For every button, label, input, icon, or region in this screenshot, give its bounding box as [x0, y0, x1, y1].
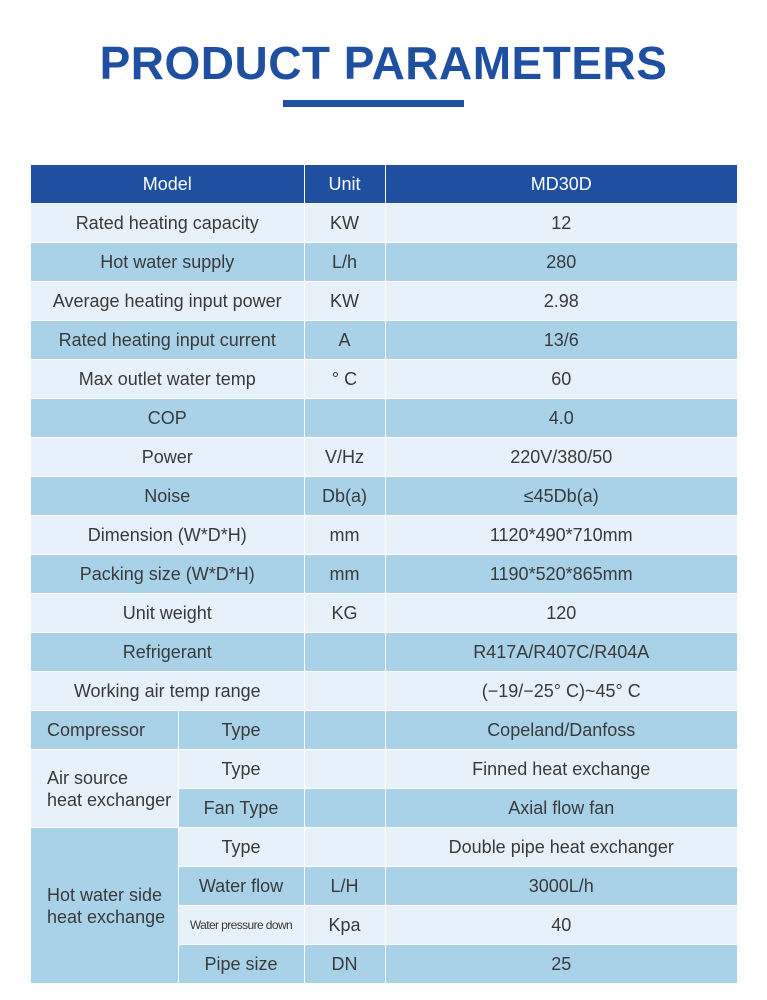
row-value: ≤45Db(a): [385, 477, 737, 516]
row-unit: [304, 399, 385, 438]
row-unit: [304, 711, 385, 750]
row-sub-label: Type: [178, 828, 304, 867]
row-label: Dimension (W*D*H): [31, 516, 304, 555]
table-row: [31, 555, 737, 594]
row-value: 3000L/h: [385, 867, 737, 906]
row-value: 12: [385, 204, 737, 243]
row-unit: Db(a): [304, 477, 385, 516]
table-row: [31, 516, 737, 555]
row-label: Noise: [31, 477, 304, 516]
row-unit: [304, 750, 385, 789]
row-unit: [304, 672, 385, 711]
table-row: [31, 633, 737, 672]
row-unit: KW: [304, 282, 385, 321]
table-row: [31, 204, 737, 243]
parameters-table: [31, 165, 737, 984]
row-value: (−19/−25° C)~45° C: [385, 672, 737, 711]
table-header-row: [31, 165, 737, 204]
row-value: Copeland/Danfoss: [385, 711, 737, 750]
table-row: [31, 672, 737, 711]
row-unit: L/h: [304, 243, 385, 282]
hot-water-side-group-label: [31, 828, 178, 984]
table-row: [31, 750, 737, 789]
row-label: Average heating input power: [31, 282, 304, 321]
row-sub-label: Water pressure down: [178, 906, 304, 945]
row-unit: [304, 828, 385, 867]
row-value: 40: [385, 906, 737, 945]
row-label: Hot water supply: [31, 243, 304, 282]
row-label: Rated heating input current: [31, 321, 304, 360]
air-source-line1: Air source: [47, 767, 129, 788]
row-unit: mm: [304, 555, 385, 594]
row-label: Refrigerant: [31, 633, 304, 672]
air-source-group-label: [31, 750, 178, 828]
row-sub-label: Type: [178, 750, 304, 789]
row-value: Double pipe heat exchanger: [385, 828, 737, 867]
row-unit: mm: [304, 516, 385, 555]
header-unit: Unit: [304, 165, 385, 204]
table-row: [31, 360, 737, 399]
row-unit: Kpa: [304, 906, 385, 945]
row-unit: KG: [304, 594, 385, 633]
row-value: 120: [385, 594, 737, 633]
table-row: [31, 282, 737, 321]
table-row: [31, 321, 737, 360]
row-value: 280: [385, 243, 737, 282]
row-value: 25: [385, 945, 737, 984]
row-value: Finned heat exchange: [385, 750, 737, 789]
row-label: Power: [31, 438, 304, 477]
row-sub-label: Fan Type: [178, 789, 304, 828]
row-value: 13/6: [385, 321, 737, 360]
row-label: Unit weight: [31, 594, 304, 633]
row-value: 60: [385, 360, 737, 399]
row-unit: DN: [304, 945, 385, 984]
row-unit: L/H: [304, 867, 385, 906]
row-unit: [304, 633, 385, 672]
row-label: COP: [31, 399, 304, 438]
row-unit: [304, 789, 385, 828]
compressor-group-label: Compressor: [31, 711, 178, 750]
table-row: [31, 477, 737, 516]
hot-water-side-line1: Hot water side: [47, 884, 163, 905]
row-unit: V/Hz: [304, 438, 385, 477]
table-row: [31, 711, 737, 750]
row-sub-label: Water flow: [178, 867, 304, 906]
table-row: [31, 594, 737, 633]
row-value: Axial flow fan: [385, 789, 737, 828]
row-unit: KW: [304, 204, 385, 243]
row-unit: A: [304, 321, 385, 360]
row-value: 1190*520*865mm: [385, 555, 737, 594]
hot-water-side-line2: heat exchange: [47, 906, 166, 927]
row-value: R417A/R407C/R404A: [385, 633, 737, 672]
row-value: 1120*490*710mm: [385, 516, 737, 555]
row-value: 220V/380/50: [385, 438, 737, 477]
row-sub-label: Pipe size: [178, 945, 304, 984]
table-row: [31, 399, 737, 438]
row-unit: ° C: [304, 360, 385, 399]
row-label: Max outlet water temp: [31, 360, 304, 399]
row-sub-label: Type: [178, 711, 304, 750]
air-source-line2: heat exchanger: [47, 789, 172, 810]
page-title: PRODUCT PARAMETERS: [99, 37, 668, 89]
row-value: 2.98: [385, 282, 737, 321]
row-value: 4.0: [385, 399, 737, 438]
table-row: [31, 828, 737, 867]
table-row: [31, 438, 737, 477]
header-model: Model: [31, 165, 304, 204]
table-row: [31, 243, 737, 282]
header-model-value: MD30D: [385, 165, 737, 204]
title-underline: [283, 100, 464, 107]
row-label: Packing size (W*D*H): [31, 555, 304, 594]
row-label: Working air temp range: [31, 672, 304, 711]
row-label: Rated heating capacity: [31, 204, 304, 243]
